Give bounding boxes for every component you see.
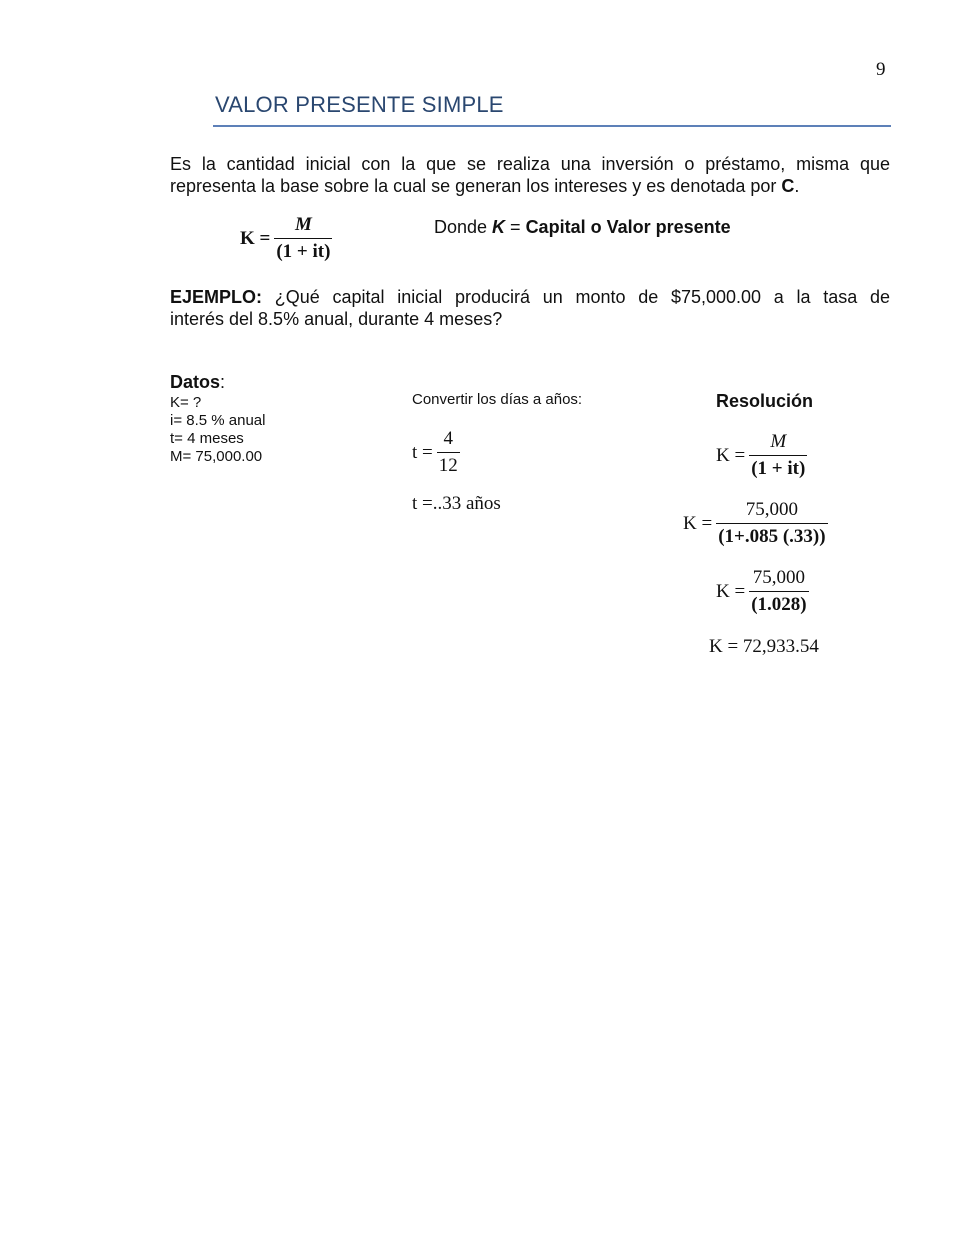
datos-title: Datos:	[170, 372, 226, 392]
formula-lhs: K =	[240, 227, 271, 249]
datos-item: M= 75,000.00	[170, 448, 263, 465]
resolucion-step-3: K = $\frac{75,000}{(1.028)}$	[716, 567, 807, 615]
step1-numerator: M	[770, 431, 787, 452]
example-label: EJEMPLO:	[170, 287, 263, 307]
formula-definition: Donde K = Capital o Valor presente	[434, 217, 731, 237]
main-formula	[240, 214, 332, 263]
formula-numerator: M	[294, 214, 312, 235]
title-divider	[213, 125, 891, 127]
intro-line-2: representa la base sobre la cual se generan los intereses y es denotada por C.	[170, 176, 800, 196]
step3-denominator: (1.028)	[749, 591, 808, 616]
datos-list	[170, 394, 266, 466]
step2-denominator: (1+.085 (.33))	[716, 523, 827, 548]
resolucion-step-2: K = $\frac{75,000}{(1+.085 (.33))}$	[683, 499, 826, 547]
step2-numerator: 75,000	[745, 499, 798, 520]
intro-line-1: Es la cantidad inicial con la que se realiza una inversión o préstamo, misma que	[170, 154, 890, 174]
step3-numerator: 75,000	[752, 567, 806, 588]
section-title: VALOR PRESENTE SIMPLE	[215, 92, 504, 117]
t-lhs: t =	[412, 441, 433, 463]
step1-denominator: (1 + it)	[749, 455, 807, 480]
t-formula	[412, 428, 460, 477]
example-line-1: EJEMPLO: ¿Qué capital inicial producirá un monto de $75,000.00 a la tasa de	[170, 287, 890, 307]
intro-paragraph	[170, 153, 890, 197]
resolucion-title: Resolución	[716, 391, 814, 411]
formula-denominator: (1 + it)	[274, 238, 332, 263]
resolucion-step-1: K = $\frac{M}{(1 + it)}$	[716, 431, 806, 479]
t-denominator: 12	[437, 452, 460, 477]
convert-title: Convertir los días a años:	[412, 391, 583, 408]
datos-item: K= ?	[170, 394, 202, 411]
example-line-2: interés del 8.5% anual, durante 4 meses?	[170, 309, 503, 329]
datos-item: i= 8.5 % anual	[170, 412, 266, 429]
t-numerator: 4	[443, 428, 453, 449]
t-result: t =..33 años	[412, 493, 501, 514]
example-paragraph	[170, 286, 890, 330]
resolucion-result: K = 72,933.54	[709, 636, 819, 657]
datos-item: t= 4 meses	[170, 430, 244, 447]
page-number: 9	[876, 59, 886, 80]
